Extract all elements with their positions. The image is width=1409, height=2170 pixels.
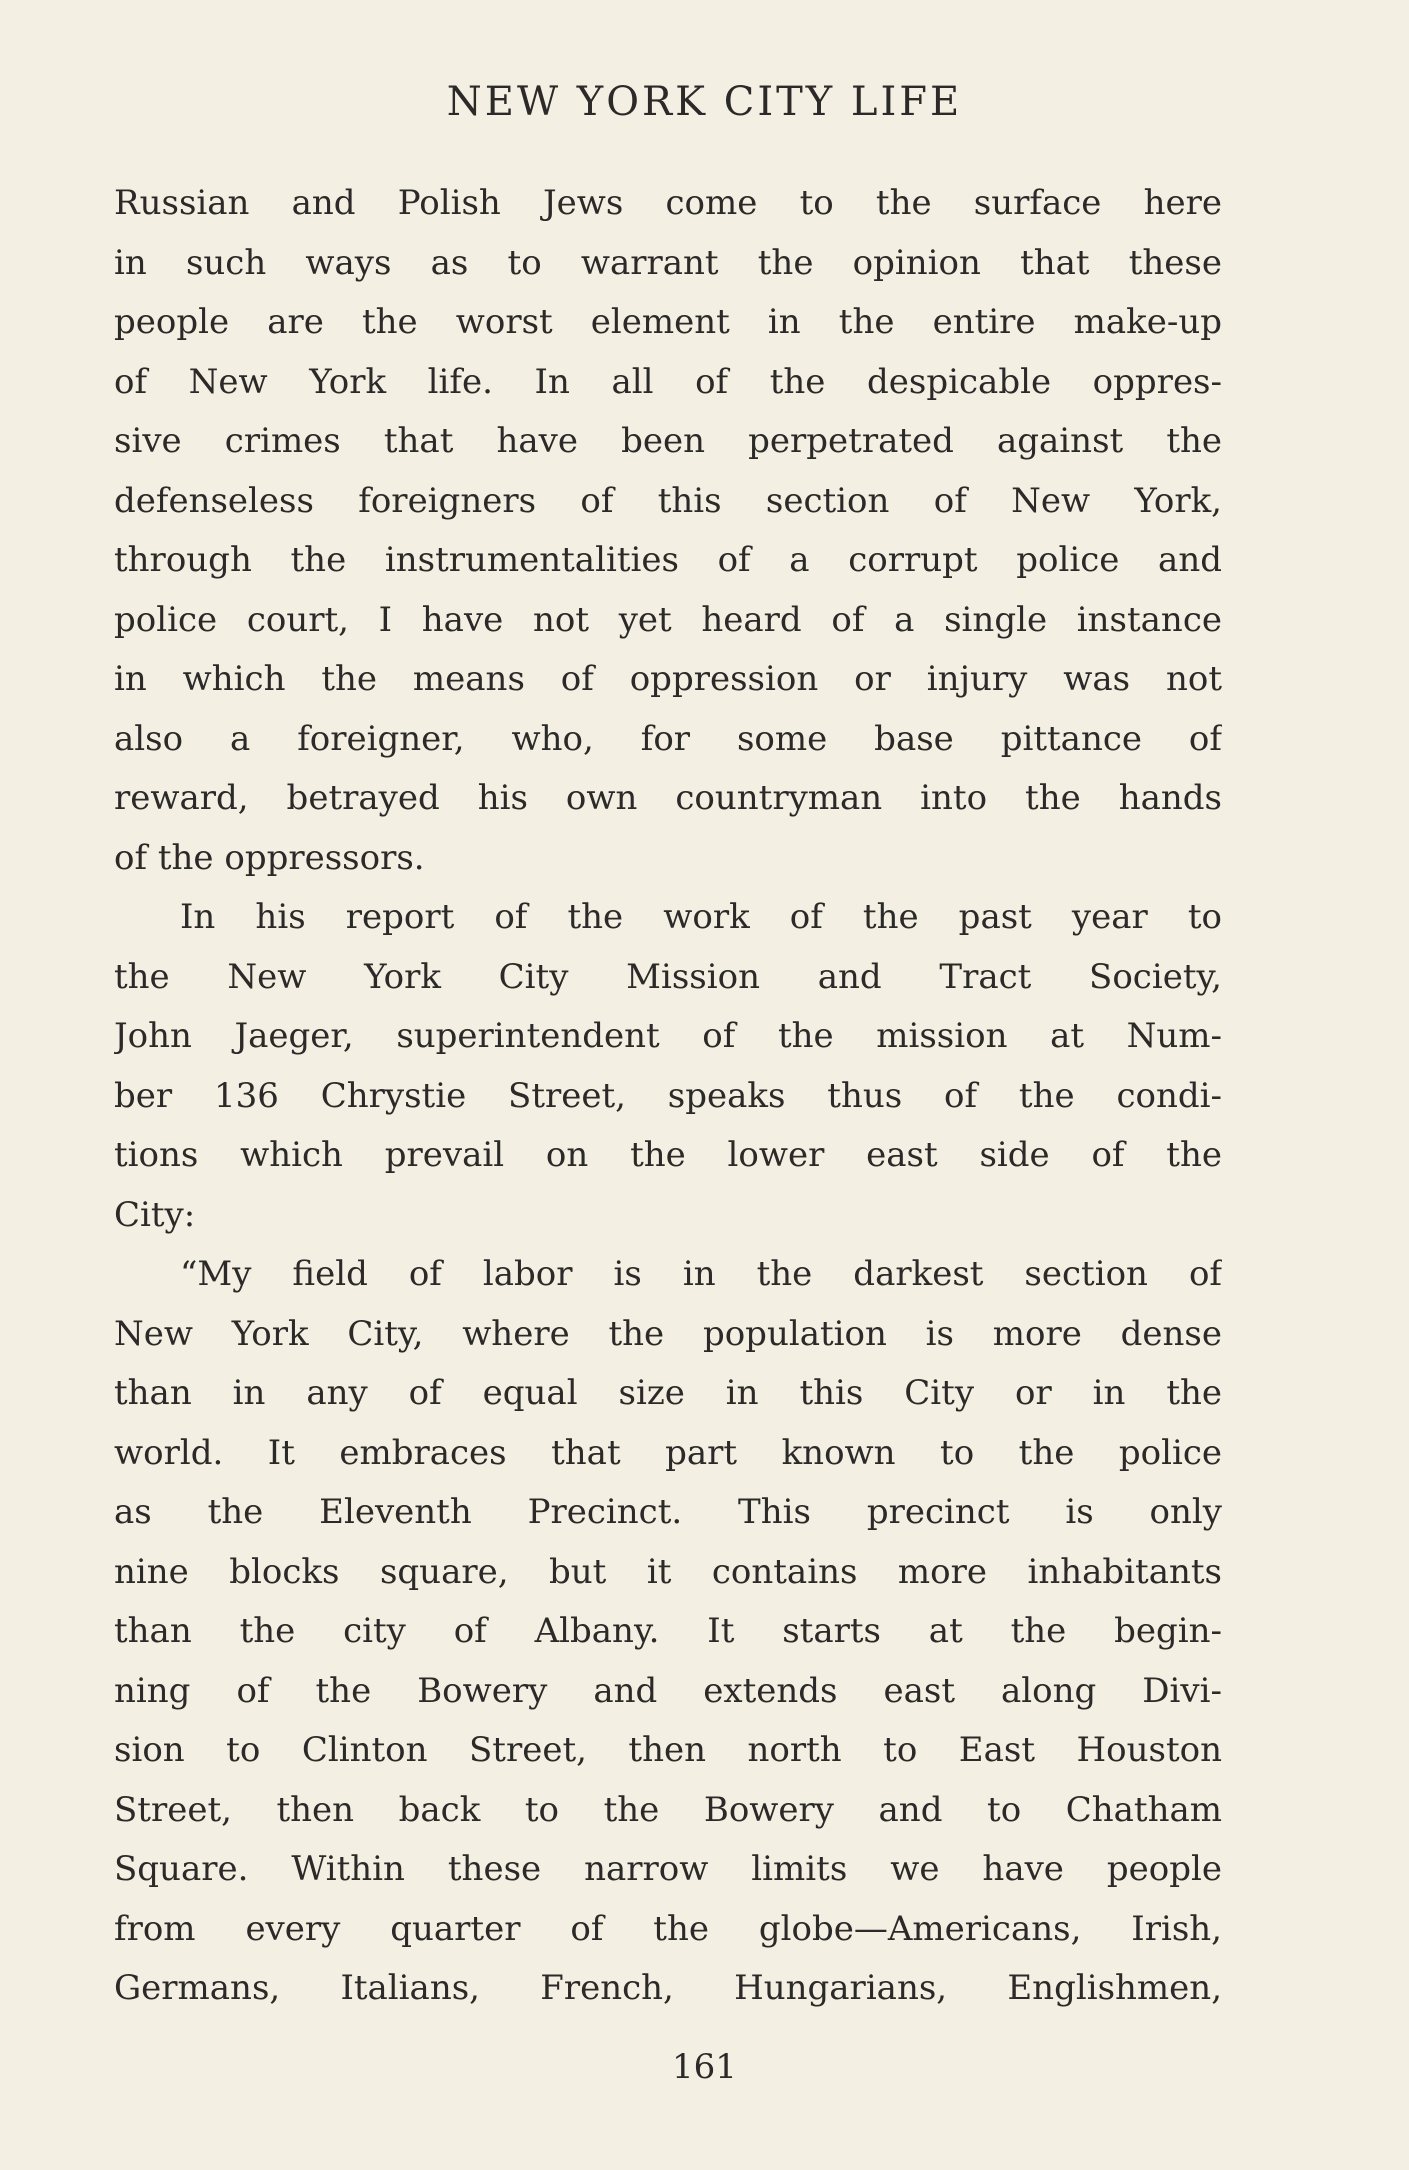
text-line: in such ways as to warrant the opinion that these [114, 242, 1222, 283]
text-line: ber 136 Chrystie Street, speaks thus of the condi- [114, 1075, 1222, 1116]
text-line: than in any of equal size in this City or in the [114, 1373, 1222, 1413]
text-line: through the instrumentalities of a corrupt police and [114, 540, 1222, 580]
paragraph-2 [114, 888, 1222, 1245]
text-line: also a foreigner, who, for some base pittance of [114, 718, 1222, 759]
text-line: sive crimes that have been perpetrated against the [114, 421, 1222, 461]
text-line: In his report of the work of the past year to [180, 897, 1222, 937]
text-line: Square. Within these narrow limits we have people [114, 1849, 1222, 1889]
text-line: Street, then back to the Bowery and to Chatham [114, 1789, 1222, 1830]
text-line: of the oppressors. [114, 837, 425, 878]
text-line: police court, I have not yet heard of a single instance [114, 599, 1222, 640]
text-line: City: [114, 1194, 196, 1235]
text-line: in which the means of oppression or injury was not [114, 659, 1222, 699]
text-line: nine blocks square, but it contains more inhabitants [114, 1551, 1222, 1592]
text-line: reward, betrayed his own countryman into the hands [114, 778, 1222, 818]
text-line: ning of the Bowery and extends east along Divi- [114, 1670, 1222, 1711]
text-line: defenseless foreigners of this section of New York, [114, 480, 1222, 521]
text-line: world. It embraces that part known to the police [114, 1432, 1222, 1473]
text-line: the New York City Mission and Tract Society, [114, 956, 1222, 997]
paragraph-1 [114, 174, 1222, 888]
text-line: people are the worst element in the entire make-up [114, 302, 1222, 342]
text-line: Germans, Italians, French, Hungarians, Englishmen, [114, 1968, 1222, 2008]
running-head-title: NEW YORK CITY LIFE [446, 79, 963, 125]
text-line: “My field of labor is in the darkest section of [180, 1254, 1222, 1294]
text-line: New York City, where the population is more dense [114, 1313, 1222, 1354]
text-line: as the Eleventh Precinct. This precinct is only [114, 1492, 1222, 1532]
text-line: John Jaeger, superintendent of the mission at Num- [114, 1016, 1222, 1056]
text-line: from every quarter of the globe—Americans, Irish, [114, 1908, 1222, 1949]
text-line: sion to Clinton Street, then north to East Houston [114, 1730, 1222, 1770]
text-line: than the city of Albany. It starts at the begin- [114, 1611, 1222, 1651]
text-line: tions which prevail on the lower east side of the [114, 1135, 1222, 1175]
body-text [114, 174, 1222, 2019]
page-number: 161 [672, 2047, 737, 2087]
text-line: Russian and Polish Jews come to the surface here [114, 183, 1222, 223]
text-line: of New York life. In all of the despicable oppres- [114, 361, 1222, 402]
paragraph-3 [114, 1245, 1222, 2019]
